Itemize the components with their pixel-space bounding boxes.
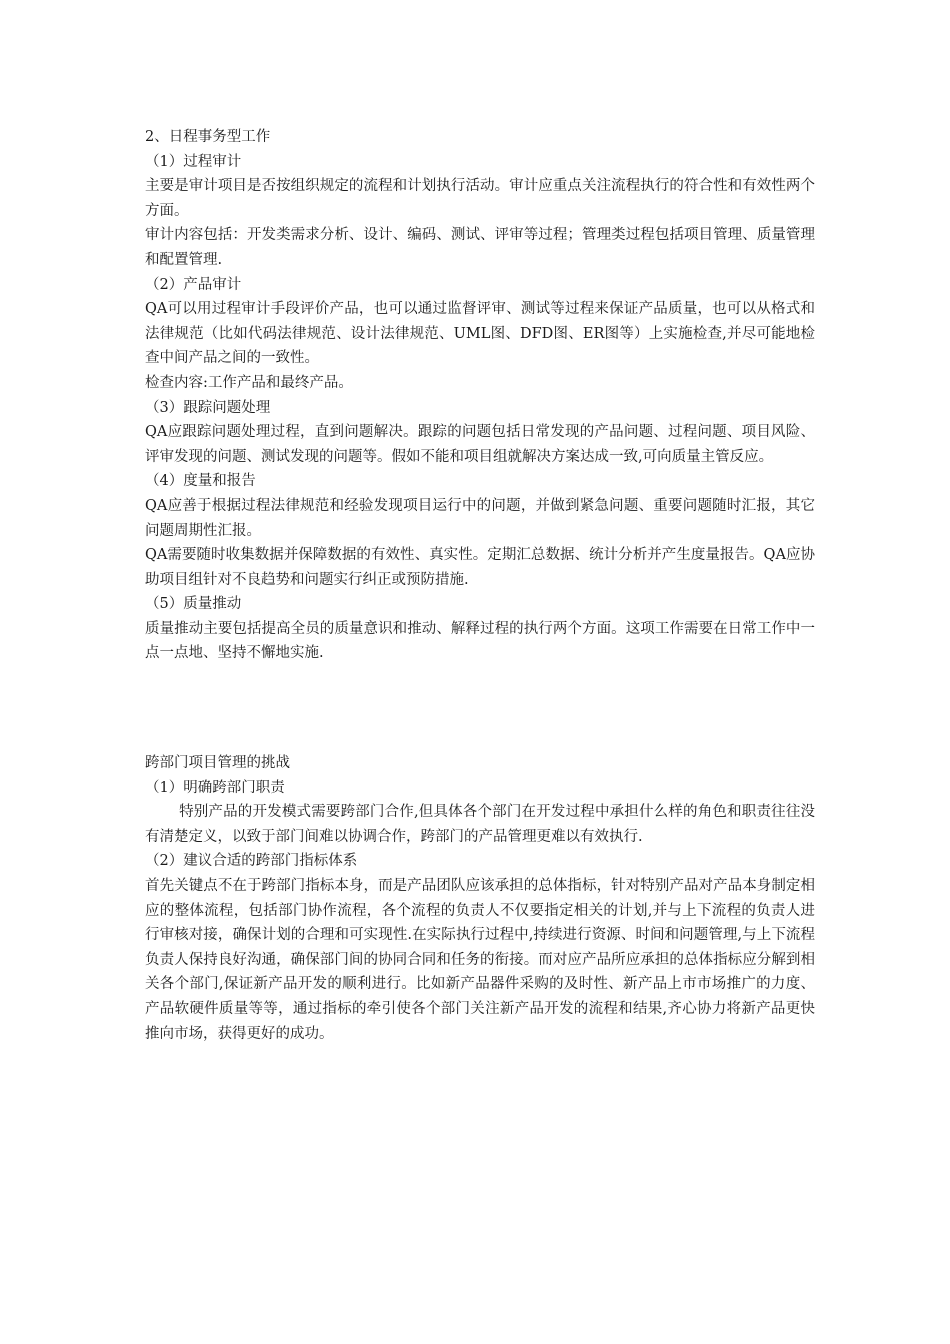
item-heading: （2）产品审计: [145, 276, 242, 293]
item-heading: （4）度量和报告: [145, 473, 256, 490]
paragraph: 检查内容:工作产品和最终产品。: [145, 374, 353, 391]
item-heading: （2）建议合适的跨部门指标体系: [145, 853, 358, 870]
paragraph: 特别产品的开发模式需要跨部门合作,但具体各个部门在开发过程中承担什么样的角色和职责往往没有清楚定义，以致于部门间难以协调合作，跨部门的产品管理更难以有效执行.: [145, 804, 815, 845]
item-heading: （1）明确跨部门职责: [145, 779, 285, 796]
item-heading: （5）质量推动: [145, 596, 242, 613]
section-title: 跨部门项目管理的挑战: [145, 755, 290, 772]
paragraph: 审计内容包括：开发类需求分析、设计、编码、测试、评审等过程；管理类过程包括项目管理、质量管理和配置管理.: [145, 227, 815, 268]
item-heading: （1）过程审计: [145, 153, 242, 170]
section-title: 2、日程事务型工作: [145, 129, 271, 145]
paragraph: QA需要随时收集数据并保障数据的有效性、真实性。定期汇总数据、统计分析并产生度量报告。QA应协助项目组针对不良趋势和问题实行纠正或预防措施.: [145, 547, 815, 588]
document-body: [145, 125, 815, 1046]
paragraph: QA应跟踪问题处理过程，直到问题解决。跟踪的问题包括日常发现的产品问题、过程问题、项目风险、评审发现的问题、测试发现的问题等。假如不能和项目组就解决方案达成一致,可向质量主管反应。: [145, 424, 815, 465]
paragraph: 主要是审计项目是否按组织规定的流程和计划执行活动。审计应重点关注流程执行的符合性和有效性两个方面。: [145, 178, 815, 219]
paragraph: QA可以用过程审计手段评价产品，也可以通过监督评审、测试等过程来保证产品质量，也可以从格式和法律规范（比如代码法律规范、设计法律规范、UML图、DFD图、ER图等）上实施检查,并尽可能地检查中间产品之间的一致性。: [145, 301, 815, 367]
paragraph: QA应善于根据过程法律规范和经验发现项目运行中的问题，并做到紧急问题、重要问题随时汇报，其它问题周期性汇报。: [145, 497, 815, 539]
item-heading: （3）跟踪问题处理: [145, 399, 271, 416]
paragraph: 首先关键点不在于跨部门指标本身，而是产品团队应该承担的总体指标，针对特别产品对产品本身制定相应的整体流程，包括部门协作流程，各个流程的负责人不仅要指定相关的计划,并与上下流程的负责人进行审核对接，确保计划的合理和可实现性.在实际执行过程中,持续进行资源、时间和问题管理,与上下流程负责人保持良好沟通，确保部门间的协同合同和任务的衔接。而对应产品所应承担的总体指标应分解到相关各个部门,保证新产品开发的顺利进行。比如新产品器件采购的及时性、新产品上市市场推广的力度、产品软硬件质量等等，通过指标的牵引使各个部门关注新产品开发的流程和结果,齐心协力将新产品更快推向市场，获得更好的成功。: [145, 878, 815, 1042]
paragraph: 质量推动主要包括提高全员的质量意识和推动、解释过程的执行两个方面。这项工作需要在日常工作中一点一点地、坚持不懈地实施.: [145, 620, 815, 662]
